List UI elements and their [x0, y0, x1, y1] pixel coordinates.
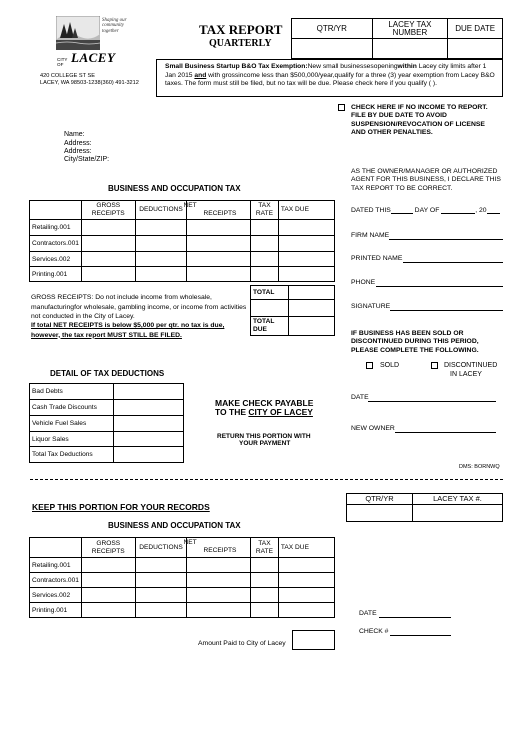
bo-cell[interactable]	[81, 588, 135, 603]
deductions-table	[29, 383, 184, 463]
bo-tax-table-bottom	[29, 537, 335, 618]
gross-receipts-note-bold: If total NET RECEIPTS is below $5,000 per qtr. no tax is due, however, the tax report MUST STILL BE FILED.	[31, 322, 225, 339]
lacey-logo-icon	[56, 16, 100, 50]
bo-cell[interactable]	[251, 252, 279, 267]
dated-row	[351, 207, 500, 214]
bo-tax-title-bottom: BUSINESS AND OCCUPATION TAX	[108, 521, 241, 530]
deduction-field[interactable]	[114, 400, 184, 416]
deduction-label: Vehicle Fuel Sales	[30, 416, 114, 432]
qtr-yr-field[interactable]	[292, 39, 373, 59]
new-owner-field[interactable]	[395, 432, 496, 433]
deduction-label: Total Tax Deductions	[30, 447, 114, 463]
bo-header-net	[183, 538, 251, 558]
contact-address-label-2: Address:	[64, 148, 92, 155]
logo-city-of: CITY OF	[57, 57, 68, 67]
printed-name-field[interactable]	[403, 262, 503, 263]
keep-records-title: KEEP THIS PORTION FOR YOUR RECORDS	[32, 502, 210, 512]
dms-code: DMS: BORNWQ	[459, 464, 500, 470]
bo-cell[interactable]	[187, 220, 251, 236]
records-qtr-yr-field[interactable]	[347, 505, 413, 522]
exemption-text-3: with grossincome less than $500,000/year,qualify for a three (3) year exemption from Lacey B&O taxes. The form must still be filed, but no tax will be due. Please check here if you qualify ( ).	[165, 71, 495, 87]
firm-name-label: FIRM NAME	[351, 232, 390, 239]
bo-header-net-label: NET	[183, 202, 197, 209]
bo-row-label: Retailing.001	[30, 558, 82, 573]
bo-cell[interactable]	[81, 558, 135, 573]
header-table	[291, 18, 503, 59]
exemption-and: and	[194, 71, 207, 79]
bo-header-tax-due: TAX DUE	[278, 201, 334, 220]
bo-cell[interactable]	[278, 603, 334, 618]
check-number-field[interactable]	[390, 635, 451, 636]
bo-cell[interactable]	[251, 220, 279, 236]
bo-cell[interactable]	[187, 236, 251, 252]
payable-line-1: MAKE CHECK PAYABLE	[215, 398, 314, 408]
bo-cell[interactable]	[278, 267, 334, 282]
header-due-date: DUE DATE	[448, 19, 503, 39]
bo-header-deductions: DEDUCTIONS	[135, 201, 187, 220]
bo-cell[interactable]	[135, 588, 187, 603]
bo-header-gross: GROSS RECEIPTS	[81, 538, 135, 558]
bo-cell[interactable]	[135, 603, 187, 618]
exemption-text-2: Lacey city limits after 1 Jan 2015	[165, 63, 487, 79]
new-owner-label: NEW OWNER	[351, 425, 395, 432]
amount-paid-label: Amount Paid to City of Lacey	[198, 640, 286, 647]
bo-cell[interactable]	[81, 236, 135, 252]
bo-header-tax-rate: TAX RATE	[251, 201, 279, 220]
bo-row-label: Services.002	[30, 252, 82, 267]
exemption-within: within	[397, 63, 417, 70]
bo-cell[interactable]	[278, 573, 334, 588]
bo-cell[interactable]	[187, 267, 251, 282]
bo-cell[interactable]	[251, 558, 279, 573]
no-income-checkbox[interactable]	[338, 104, 345, 111]
deduction-field[interactable]	[114, 447, 184, 463]
deduction-label: Bad Debts	[30, 384, 114, 400]
deduction-label: Cash Trade Discounts	[30, 400, 114, 416]
gross-receipts-note: GROSS RECEIPTS: Do not include income from wholesale, manufacturingfor wholesale, gambling income, or income from activities not conducted in the City of Lacey.	[31, 294, 247, 320]
signature-label: SIGNATURE	[351, 303, 391, 310]
bo-row-label: Services.002	[30, 588, 82, 603]
page-subtitle: QUARTERLY	[209, 38, 272, 49]
return-line-1: RETURN THIS PORTION WITH	[217, 433, 311, 440]
bo-cell[interactable]	[278, 220, 334, 236]
sold-checkbox[interactable]	[366, 362, 373, 369]
payable-line-2	[215, 407, 313, 417]
discontinued-checkbox[interactable]	[431, 362, 438, 369]
deduction-field[interactable]	[114, 432, 184, 447]
cut-line	[30, 479, 503, 480]
city-logo	[56, 16, 100, 50]
bo-cell[interactable]	[135, 220, 187, 236]
printed-name-label: PRINTED NAME	[351, 255, 403, 262]
bo-total-due-field[interactable]	[289, 317, 335, 336]
sold-date-label: DATE	[351, 394, 369, 401]
bo-row-label: Contractors.001	[30, 236, 82, 252]
bo-cell[interactable]	[81, 573, 135, 588]
bo-header-net	[183, 201, 251, 220]
phone-label: PHONE	[351, 279, 376, 286]
records-lacey-tax-field[interactable]	[413, 505, 503, 522]
bo-header-receipts-label: RECEIPTS	[203, 547, 237, 554]
bo-cell[interactable]	[278, 558, 334, 573]
bo-total-due-label: TOTAL DUE	[251, 317, 289, 336]
exemption-box	[156, 59, 503, 97]
payable-to-the: TO THE	[215, 407, 249, 417]
amount-paid-field[interactable]	[292, 630, 335, 650]
bo-cell[interactable]	[135, 252, 187, 267]
bo-cell[interactable]	[251, 573, 279, 588]
header-lacey-tax-number: LACEY TAX NUMBER	[372, 19, 448, 39]
page-title: TAX REPORT	[199, 22, 283, 37]
logo-city-name: LACEY	[71, 50, 116, 65]
bo-cell[interactable]	[187, 573, 251, 588]
payable-city: CITY OF LACEY	[248, 407, 313, 417]
declaration-text: AS THE OWNER/MANAGER OR AUTHORIZED AGENT FOR THIS BUSINESS, I DECLARE THIS TAX REPORT TO BE CORRECT.	[351, 168, 501, 192]
check-number-label: CHECK #	[359, 628, 389, 635]
bo-cell[interactable]	[251, 267, 279, 282]
bo-header-blank	[30, 538, 82, 558]
bo-total-label: TOTAL	[251, 286, 289, 300]
bo-total-spacer	[251, 300, 289, 317]
records-header-table	[346, 493, 503, 522]
bo-row-label: Printing.001	[30, 603, 82, 618]
bo-cell[interactable]	[135, 267, 187, 282]
firm-name-field[interactable]	[389, 239, 503, 240]
bo-header-receipts-label: RECEIPTS	[203, 210, 237, 217]
bo-row-label: Printing.001	[30, 267, 82, 282]
lacey-tax-number-field[interactable]	[372, 39, 448, 59]
year-label: , 20	[475, 207, 487, 214]
bo-cell[interactable]	[81, 603, 135, 618]
bo-tax-title: BUSINESS AND OCCUPATION TAX	[108, 184, 241, 193]
bo-cell[interactable]	[81, 267, 135, 282]
records-date-label: DATE	[359, 610, 377, 617]
deductions-title: DETAIL OF TAX DEDUCTIONS	[50, 369, 165, 378]
bo-cell[interactable]	[187, 558, 251, 573]
bo-cell[interactable]	[251, 603, 279, 618]
bo-total-spacer-field[interactable]	[289, 300, 335, 317]
sold-text: IF BUSINESS HAS BEEN SOLD OR DISCONTINUED DURING THIS PERIOD, PLEASE COMPLETE THE FOLLOWING.	[351, 330, 479, 354]
records-qtr-yr: QTR/YR	[347, 494, 413, 505]
no-income-text: CHECK HERE IF NO INCOME TO REPORT. FILE BY DUE DATE TO AVOID SUSPENSION/REVOCATION OF LICENSE AND OTHER PENALTIES.	[351, 104, 488, 137]
header-qtr-yr: QTR/YR	[292, 19, 373, 39]
day-of-label: DAY OF	[414, 207, 440, 214]
bo-cell[interactable]	[135, 573, 187, 588]
bo-cell[interactable]	[251, 236, 279, 252]
bo-row-label: Retailing.001	[30, 220, 82, 236]
bo-header-tax-rate: TAX RATE	[251, 538, 279, 558]
sold-date-field[interactable]	[368, 401, 496, 402]
return-line-2: YOUR PAYMENT	[239, 440, 291, 447]
address-line-2: LACEY, WA 98503-1238(360) 491-3212	[40, 80, 139, 86]
due-date-field[interactable]	[448, 39, 503, 59]
day-of-field[interactable]	[441, 213, 475, 214]
dated-field[interactable]	[391, 213, 413, 214]
bo-cell[interactable]	[187, 252, 251, 267]
bo-cell[interactable]	[278, 236, 334, 252]
bo-tax-table	[29, 200, 335, 282]
bo-cell[interactable]	[278, 252, 334, 267]
contact-name-label: Name:	[64, 131, 85, 138]
deduction-field[interactable]	[114, 384, 184, 400]
bo-header-deductions: DEDUCTIONS	[135, 538, 187, 558]
deduction-label: Liquor Sales	[30, 432, 114, 447]
bo-header-gross: GROSS RECEIPTS	[81, 201, 135, 220]
contact-address-label-1: Address:	[64, 140, 92, 147]
signature-field[interactable]	[390, 310, 503, 311]
records-date-field[interactable]	[379, 617, 451, 618]
bo-cell[interactable]	[278, 588, 334, 603]
bo-row-label: Contractors.001	[30, 573, 82, 588]
bo-cell[interactable]	[135, 558, 187, 573]
bo-cell[interactable]	[81, 220, 135, 236]
logo-tagline: Shaping our community together	[102, 18, 127, 34]
bo-header-net-label: NET	[183, 539, 197, 546]
year-field[interactable]	[487, 213, 500, 214]
contact-city-label: City/State/ZIP:	[64, 156, 110, 163]
bo-cell[interactable]	[135, 236, 187, 252]
bo-header-tax-due: TAX DUE	[278, 538, 334, 558]
exemption-lead: Small Business Startup B&O Tax Exemption:	[165, 63, 308, 70]
dated-label: DATED THIS	[351, 207, 391, 214]
bo-header-blank	[30, 201, 82, 220]
bo-cell[interactable]	[81, 252, 135, 267]
sold-label: SOLD	[380, 362, 400, 369]
phone-field[interactable]	[376, 286, 503, 287]
bo-total-field[interactable]	[289, 286, 335, 300]
address-line-1: 420 COLLEGE ST SE	[40, 73, 95, 79]
exemption-text-1: New small businessesopening	[307, 63, 398, 70]
records-lacey-tax: LACEY TAX #.	[413, 494, 503, 505]
deduction-field[interactable]	[114, 416, 184, 432]
bo-cell[interactable]	[187, 588, 251, 603]
discontinued-label: DISCONTINUED IN LACEY	[444, 362, 498, 378]
bo-cell[interactable]	[187, 603, 251, 618]
bo-total-table	[250, 285, 335, 336]
bo-cell[interactable]	[251, 588, 279, 603]
